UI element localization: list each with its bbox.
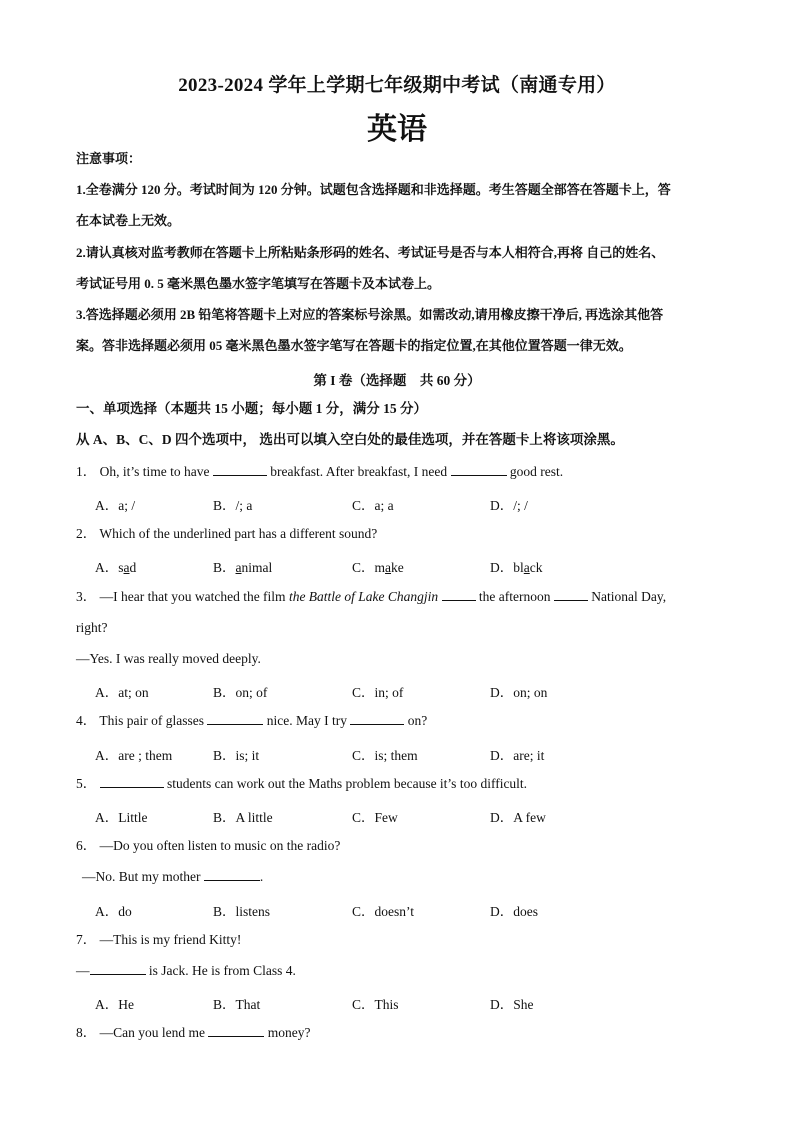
answer-blank: [451, 463, 507, 476]
question-text: on?: [407, 713, 428, 728]
option-a: A．sad: [95, 560, 137, 575]
question-number: 4．: [76, 713, 97, 728]
question-text: money?: [267, 1025, 311, 1040]
part-title: 第 I 卷（选择题 共 60 分）: [313, 373, 481, 388]
answer-blank: [208, 1024, 264, 1037]
question-text: the afternoon: [478, 589, 551, 604]
option-d: D．black: [490, 560, 543, 575]
question-1: [76, 463, 563, 481]
exam-title: 2023-2024 学年上学期七年级期中考试（南通专用）: [178, 75, 616, 96]
option-b: B．listens: [213, 904, 271, 919]
option-c: C．make: [352, 560, 404, 575]
question-7: [76, 931, 241, 949]
question-text: This pair of glasses: [99, 713, 204, 728]
answer-blank: [90, 962, 146, 975]
notice-line-1: 1.全卷满分 120 分。考试时间为 120 分钟。试题包含选择题和非选择题。考生答题全部答在答题卡上，答: [76, 182, 671, 197]
option-b: B．on; of: [213, 685, 268, 700]
section-instruction: 从 A、B、C、D 四个选项中， 选出可以填入空白处的最佳选项，并在答题卡上将该项涂黑。: [76, 432, 624, 447]
question-text: nice. May I try: [266, 713, 347, 728]
notice-line-2: 在本试卷上无效。: [76, 213, 181, 228]
answer-blank: [213, 463, 267, 476]
option-b: B．That: [213, 997, 261, 1012]
question-text: —Do you often listen to music on the radio?: [99, 838, 341, 853]
question-3-answer: —Yes. I was really moved deeply.: [76, 651, 261, 666]
question-text: breakfast. After breakfast, I need: [270, 464, 448, 479]
option-a: A．do: [95, 904, 132, 919]
question-number: 6．: [76, 838, 97, 853]
answer-blank: [207, 712, 263, 725]
question-number: 1．: [76, 464, 97, 479]
option-a: A．a; /: [95, 498, 136, 513]
film-title: the Battle of Lake Changjin: [288, 589, 439, 604]
answer-blank: [442, 588, 476, 601]
option-a: A．He: [95, 997, 134, 1012]
question-text: good rest.: [509, 464, 564, 479]
option-d: D．does: [490, 904, 538, 919]
answer-blank: [100, 775, 164, 788]
question-4: [76, 712, 427, 730]
question-3-cont: right?: [76, 620, 108, 635]
answer-blank: [204, 868, 260, 881]
option-c: C．in; of: [352, 685, 404, 700]
question-3: [76, 588, 666, 606]
option-c: C．This: [352, 997, 399, 1012]
option-c: C．is; them: [352, 748, 418, 763]
question-text: Oh, it’s time to have: [99, 464, 210, 479]
question-2: [76, 525, 377, 543]
question-text: Which of the underlined part has a different sound?: [99, 526, 378, 541]
option-a: A．Little: [95, 810, 148, 825]
option-d: D．She: [490, 997, 534, 1012]
question-text: —I hear that you watched the film: [99, 589, 286, 604]
question-5: [76, 775, 527, 793]
question-text: National Day,: [591, 589, 667, 604]
option-b: B．animal: [213, 560, 273, 575]
option-b: B．A little: [213, 810, 273, 825]
option-a: A．are ; them: [95, 748, 173, 763]
question-text: —Can you lend me: [99, 1025, 205, 1040]
option-c: C．a; a: [352, 498, 394, 513]
question-6: [76, 837, 340, 855]
notice-heading: 注意事项：: [76, 151, 142, 166]
question-8: [76, 1024, 310, 1042]
question-number: 8．: [76, 1025, 97, 1040]
question-6-answer: —No. But my mother .: [82, 869, 264, 884]
question-number: 5．: [76, 776, 97, 791]
notice-line-5: 3.答选择题必须用 2B 铅笔将答题卡上对应的答案标号涂黑。如需改动,请用橡皮擦干净后, 再选涂其他答: [76, 307, 664, 322]
question-number: 3．: [76, 589, 97, 604]
section-heading: 一、单项选择（本题共 15 小题；每小题 1 分，满分 15 分）: [76, 401, 427, 416]
answer-blank: [350, 712, 404, 725]
option-b: B．/; a: [213, 498, 253, 513]
question-number: 2．: [76, 526, 97, 541]
notice-line-6: 案。答非选择题必须用 05 毫米黑色墨水签字笔写在答题卡的指定位置,在其他位置答题一律无效。: [76, 338, 632, 353]
question-text: —This is my friend Kitty!: [99, 932, 242, 947]
option-d: D．/; /: [490, 498, 528, 513]
option-b: B．is; it: [213, 748, 260, 763]
option-a: A．at; on: [95, 685, 149, 700]
notice-line-4: 考试证号用 0. 5 毫米黑色墨水签字笔填写在答题卡及本试卷上。: [76, 276, 441, 291]
option-d: D．A few: [490, 810, 546, 825]
subject-title: 英语: [367, 112, 427, 147]
question-number: 7．: [76, 932, 97, 947]
option-d: D．are; it: [490, 748, 545, 763]
notice-line-3: 2.请认真核对监考教师在答题卡上所粘贴条形码的姓名、考试证号是否与本人相符合,再将 自己的姓名、: [76, 245, 665, 260]
question-text: students can work out the Maths problem because it’s too difficult.: [167, 776, 528, 791]
option-c: C．Few: [352, 810, 398, 825]
question-7-answer: — is Jack. He is from Class 4.: [76, 963, 296, 978]
option-d: D．on; on: [490, 685, 548, 700]
answer-blank: [554, 588, 588, 601]
option-c: C．doesn’t: [352, 904, 415, 919]
